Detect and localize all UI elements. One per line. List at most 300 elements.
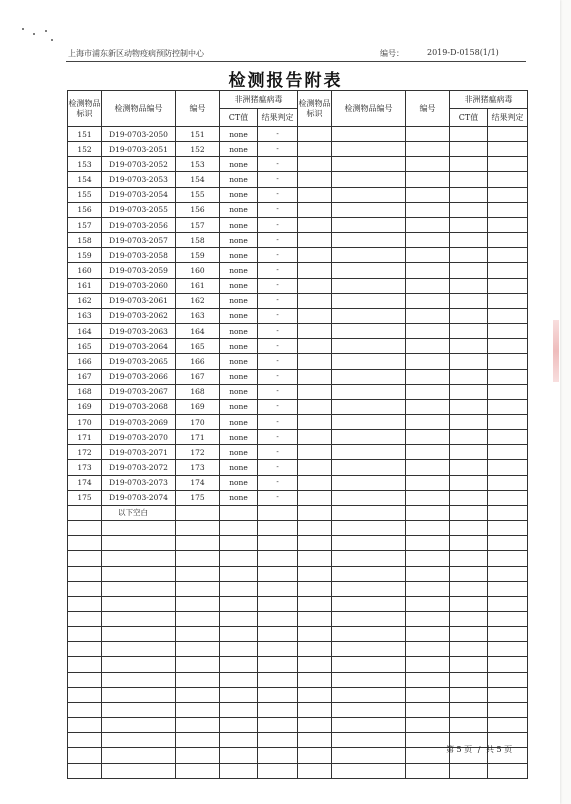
empty-cell xyxy=(488,399,528,414)
page-title: 检测报告附表 xyxy=(228,71,343,91)
result-cell: - xyxy=(258,142,298,157)
empty-cell xyxy=(176,702,220,717)
empty-cell xyxy=(332,339,406,354)
empty-cell xyxy=(406,233,450,248)
empty-cell xyxy=(68,642,102,657)
empty-cell xyxy=(68,505,102,520)
sample-code-cell: D19-0703-2062 xyxy=(102,308,176,323)
number-cell: 159 xyxy=(176,248,220,263)
sample-code-cell: D19-0703-2060 xyxy=(102,278,176,293)
empty-cell xyxy=(332,142,406,157)
result-cell: - xyxy=(258,157,298,172)
empty-cell xyxy=(332,475,406,490)
table-row xyxy=(68,324,528,339)
empty-cell xyxy=(298,702,332,717)
empty-cell xyxy=(298,566,332,581)
empty-cell xyxy=(298,217,332,232)
table-row xyxy=(68,672,528,687)
empty-cell xyxy=(488,324,528,339)
ct-value-cell: none xyxy=(220,263,258,278)
empty-cell xyxy=(298,399,332,414)
empty-cell xyxy=(450,248,488,263)
result-cell: - xyxy=(258,233,298,248)
empty-cell xyxy=(176,687,220,702)
empty-cell xyxy=(406,596,450,611)
seal-edge-mark xyxy=(553,320,559,382)
number-cell: 156 xyxy=(176,202,220,217)
table-row xyxy=(68,763,528,778)
blank-note-cell: 以下空白 xyxy=(102,505,176,520)
empty-cell xyxy=(298,202,332,217)
header-rule xyxy=(66,61,526,62)
empty-cell xyxy=(298,445,332,460)
sample-id-cell: 163 xyxy=(68,308,102,323)
empty-cell xyxy=(68,748,102,763)
table-row xyxy=(68,157,528,172)
sample-id-cell: 172 xyxy=(68,445,102,460)
sample-id-cell: 165 xyxy=(68,339,102,354)
empty-cell xyxy=(450,445,488,460)
empty-cell xyxy=(332,354,406,369)
col-header-ct: CT值 xyxy=(220,109,258,127)
table-row xyxy=(68,702,528,717)
empty-cell xyxy=(450,354,488,369)
page-total: 共 5 页 xyxy=(485,745,513,754)
empty-cell xyxy=(406,581,450,596)
sample-code-cell: D19-0703-2065 xyxy=(102,354,176,369)
empty-cell xyxy=(332,702,406,717)
table-row xyxy=(68,536,528,551)
empty-cell xyxy=(332,384,406,399)
empty-cell xyxy=(332,308,406,323)
empty-cell xyxy=(332,596,406,611)
empty-cell xyxy=(332,248,406,263)
empty-cell xyxy=(102,748,176,763)
empty-cell xyxy=(68,702,102,717)
empty-cell xyxy=(298,354,332,369)
empty-cell xyxy=(406,702,450,717)
number-cell: 172 xyxy=(176,445,220,460)
empty-cell xyxy=(406,308,450,323)
empty-cell xyxy=(488,233,528,248)
empty-cell xyxy=(406,127,450,142)
number-cell: 170 xyxy=(176,414,220,429)
result-cell: - xyxy=(258,187,298,202)
table-row xyxy=(68,217,528,232)
number-cell: 155 xyxy=(176,187,220,202)
sample-id-cell: 162 xyxy=(68,293,102,308)
table-row xyxy=(68,187,528,202)
report-code-label: 编号： xyxy=(380,49,404,58)
empty-cell xyxy=(450,521,488,536)
sample-id-cell: 166 xyxy=(68,354,102,369)
empty-cell xyxy=(406,399,450,414)
report-table-wrapper xyxy=(67,90,528,779)
empty-cell xyxy=(102,612,176,627)
empty-cell xyxy=(298,627,332,642)
empty-cell xyxy=(298,733,332,748)
empty-cell xyxy=(298,763,332,778)
result-cell: - xyxy=(258,490,298,505)
empty-cell xyxy=(488,702,528,717)
empty-cell xyxy=(332,612,406,627)
sample-id-cell: 170 xyxy=(68,414,102,429)
number-cell: 152 xyxy=(176,142,220,157)
number-cell: 173 xyxy=(176,460,220,475)
empty-cell xyxy=(298,278,332,293)
empty-cell xyxy=(176,733,220,748)
empty-cell xyxy=(298,369,332,384)
empty-cell xyxy=(450,490,488,505)
empty-cell xyxy=(102,521,176,536)
empty-cell xyxy=(488,551,528,566)
empty-cell xyxy=(176,657,220,672)
empty-cell xyxy=(332,324,406,339)
empty-cell xyxy=(488,445,528,460)
ct-value-cell: none xyxy=(220,157,258,172)
empty-cell xyxy=(488,657,528,672)
empty-cell xyxy=(406,430,450,445)
number-cell: 162 xyxy=(176,293,220,308)
empty-cell xyxy=(68,763,102,778)
empty-cell xyxy=(450,657,488,672)
table-row xyxy=(68,233,528,248)
col-header-number: 编号 xyxy=(176,91,220,127)
sample-code-cell: D19-0703-2061 xyxy=(102,293,176,308)
empty-cell xyxy=(102,551,176,566)
sample-id-cell: 153 xyxy=(68,157,102,172)
empty-cell xyxy=(258,657,298,672)
result-cell: - xyxy=(258,172,298,187)
empty-cell xyxy=(68,596,102,611)
empty-cell xyxy=(488,490,528,505)
empty-cell xyxy=(298,687,332,702)
empty-cell xyxy=(332,566,406,581)
empty-cell xyxy=(332,293,406,308)
empty-cell xyxy=(450,566,488,581)
empty-cell xyxy=(102,657,176,672)
ct-value-cell: none xyxy=(220,324,258,339)
empty-cell xyxy=(298,233,332,248)
empty-cell xyxy=(450,642,488,657)
sample-id-cell: 151 xyxy=(68,127,102,142)
ct-value-cell: none xyxy=(220,293,258,308)
sample-code-cell: D19-0703-2073 xyxy=(102,475,176,490)
empty-cell xyxy=(332,157,406,172)
empty-cell xyxy=(102,596,176,611)
table-row xyxy=(68,627,528,642)
sample-code-cell: D19-0703-2055 xyxy=(102,202,176,217)
page-number: 第 5 页 xyxy=(446,745,473,754)
empty-cell xyxy=(406,490,450,505)
empty-cell xyxy=(450,217,488,232)
table-row xyxy=(68,687,528,702)
empty-cell xyxy=(406,475,450,490)
number-cell: 166 xyxy=(176,354,220,369)
table-row xyxy=(68,399,528,414)
empty-cell xyxy=(450,414,488,429)
sample-id-cell: 156 xyxy=(68,202,102,217)
empty-cell xyxy=(220,551,258,566)
result-cell: - xyxy=(258,202,298,217)
empty-cell xyxy=(258,627,298,642)
empty-cell xyxy=(450,399,488,414)
empty-cell xyxy=(220,718,258,733)
empty-cell xyxy=(332,733,406,748)
result-cell: - xyxy=(258,430,298,445)
empty-cell xyxy=(298,657,332,672)
empty-cell xyxy=(488,293,528,308)
empty-cell xyxy=(258,536,298,551)
empty-cell xyxy=(298,490,332,505)
empty-cell xyxy=(488,354,528,369)
empty-cell xyxy=(176,672,220,687)
empty-cell xyxy=(220,627,258,642)
table-row xyxy=(68,460,528,475)
sample-id-cell: 168 xyxy=(68,384,102,399)
table-row xyxy=(68,505,528,520)
empty-cell xyxy=(332,505,406,520)
result-cell: - xyxy=(258,293,298,308)
empty-cell xyxy=(298,172,332,187)
empty-cell xyxy=(450,627,488,642)
empty-cell xyxy=(220,672,258,687)
empty-cell xyxy=(450,202,488,217)
empty-cell xyxy=(450,324,488,339)
ct-value-cell: none xyxy=(220,460,258,475)
empty-cell xyxy=(406,536,450,551)
organization-name: 上海市浦东新区动物疫病预防控制中心 xyxy=(68,49,204,58)
table-row xyxy=(68,172,528,187)
scan-speck xyxy=(22,28,24,30)
empty-cell xyxy=(450,672,488,687)
empty-cell xyxy=(450,581,488,596)
empty-cell xyxy=(68,521,102,536)
empty-cell xyxy=(102,581,176,596)
empty-cell xyxy=(488,581,528,596)
empty-cell xyxy=(406,521,450,536)
empty-cell xyxy=(450,536,488,551)
empty-cell xyxy=(298,187,332,202)
empty-cell xyxy=(220,763,258,778)
empty-cell xyxy=(220,521,258,536)
result-cell: - xyxy=(258,324,298,339)
empty-cell xyxy=(258,672,298,687)
empty-cell xyxy=(488,142,528,157)
sample-code-cell: D19-0703-2069 xyxy=(102,414,176,429)
number-cell: 165 xyxy=(176,339,220,354)
sample-id-cell: 158 xyxy=(68,233,102,248)
empty-cell xyxy=(332,718,406,733)
empty-cell xyxy=(220,733,258,748)
ct-value-cell: none xyxy=(220,384,258,399)
result-cell: - xyxy=(258,308,298,323)
empty-cell xyxy=(488,536,528,551)
sample-code-cell: D19-0703-2054 xyxy=(102,187,176,202)
empty-cell xyxy=(488,505,528,520)
empty-cell xyxy=(406,324,450,339)
empty-cell xyxy=(488,460,528,475)
empty-cell xyxy=(176,581,220,596)
number-cell: 168 xyxy=(176,384,220,399)
table-row xyxy=(68,718,528,733)
empty-cell xyxy=(332,490,406,505)
empty-cell xyxy=(220,687,258,702)
result-cell: - xyxy=(258,354,298,369)
empty-cell xyxy=(488,248,528,263)
empty-cell xyxy=(258,521,298,536)
empty-cell xyxy=(102,627,176,642)
ct-value-cell: none xyxy=(220,278,258,293)
number-cell: 171 xyxy=(176,430,220,445)
col-header-sample-id: 检测物品标识 xyxy=(298,91,332,127)
empty-cell xyxy=(450,687,488,702)
page-separator: / xyxy=(477,745,481,754)
col-header-result: 结果判定 xyxy=(258,109,298,127)
empty-cell xyxy=(68,733,102,748)
sample-id-cell: 159 xyxy=(68,248,102,263)
sample-id-cell: 175 xyxy=(68,490,102,505)
table-body xyxy=(68,127,528,779)
scan-speck xyxy=(45,30,47,32)
result-cell: - xyxy=(258,414,298,429)
empty-cell xyxy=(406,748,450,763)
sample-id-cell: 157 xyxy=(68,217,102,232)
sample-code-cell: D19-0703-2066 xyxy=(102,369,176,384)
empty-cell xyxy=(406,339,450,354)
empty-cell xyxy=(176,642,220,657)
empty-cell xyxy=(298,475,332,490)
result-cell: - xyxy=(258,445,298,460)
empty-cell xyxy=(406,763,450,778)
empty-cell xyxy=(298,293,332,308)
empty-cell xyxy=(406,414,450,429)
table-row xyxy=(68,384,528,399)
table-row xyxy=(68,657,528,672)
empty-cell xyxy=(332,460,406,475)
ct-value-cell: none xyxy=(220,354,258,369)
empty-cell xyxy=(406,369,450,384)
empty-cell xyxy=(298,460,332,475)
col-header-sample-id: 检测物品标识 xyxy=(68,91,102,127)
table-row xyxy=(68,202,528,217)
ct-value-cell: none xyxy=(220,233,258,248)
empty-cell xyxy=(102,672,176,687)
empty-cell xyxy=(406,384,450,399)
sample-code-cell: D19-0703-2070 xyxy=(102,430,176,445)
sample-id-cell: 164 xyxy=(68,324,102,339)
empty-cell xyxy=(258,763,298,778)
ct-value-cell: none xyxy=(220,475,258,490)
empty-cell xyxy=(488,339,528,354)
empty-cell xyxy=(332,414,406,429)
empty-cell xyxy=(332,748,406,763)
empty-cell xyxy=(68,627,102,642)
ct-value-cell: none xyxy=(220,490,258,505)
empty-cell xyxy=(450,142,488,157)
empty-cell xyxy=(298,551,332,566)
empty-cell xyxy=(102,566,176,581)
empty-cell xyxy=(220,566,258,581)
empty-cell xyxy=(488,612,528,627)
empty-cell xyxy=(258,612,298,627)
table-row xyxy=(68,369,528,384)
empty-cell xyxy=(220,642,258,657)
empty-cell xyxy=(450,718,488,733)
ct-value-cell: none xyxy=(220,217,258,232)
empty-cell xyxy=(450,157,488,172)
table-row xyxy=(68,278,528,293)
empty-cell xyxy=(450,339,488,354)
empty-cell xyxy=(298,612,332,627)
empty-cell xyxy=(406,551,450,566)
empty-cell xyxy=(332,581,406,596)
empty-cell xyxy=(102,642,176,657)
sample-code-cell: D19-0703-2051 xyxy=(102,142,176,157)
col-header-sample-no: 检测物品编号 xyxy=(102,91,176,127)
empty-cell xyxy=(406,657,450,672)
sample-id-cell: 173 xyxy=(68,460,102,475)
table-row xyxy=(68,596,528,611)
empty-cell xyxy=(406,142,450,157)
empty-cell xyxy=(488,521,528,536)
empty-cell xyxy=(406,354,450,369)
number-cell: 154 xyxy=(176,172,220,187)
table-row xyxy=(68,293,528,308)
table-row xyxy=(68,308,528,323)
number-cell: 151 xyxy=(176,127,220,142)
empty-cell xyxy=(332,657,406,672)
empty-cell xyxy=(332,369,406,384)
sample-code-cell: D19-0703-2059 xyxy=(102,263,176,278)
result-cell: - xyxy=(258,263,298,278)
col-header-virus: 非洲猪瘟病毒 xyxy=(220,91,298,109)
sample-id-cell: 160 xyxy=(68,263,102,278)
number-cell: 169 xyxy=(176,399,220,414)
empty-cell xyxy=(488,157,528,172)
number-cell: 175 xyxy=(176,490,220,505)
empty-cell xyxy=(406,278,450,293)
empty-cell xyxy=(450,278,488,293)
empty-cell xyxy=(176,566,220,581)
empty-cell xyxy=(220,702,258,717)
result-cell: - xyxy=(258,369,298,384)
empty-cell xyxy=(488,718,528,733)
sample-code-cell: D19-0703-2057 xyxy=(102,233,176,248)
empty-cell xyxy=(176,627,220,642)
ct-value-cell: none xyxy=(220,248,258,263)
empty-cell xyxy=(332,278,406,293)
empty-cell xyxy=(298,339,332,354)
empty-cell xyxy=(450,551,488,566)
empty-cell xyxy=(406,733,450,748)
empty-cell xyxy=(102,687,176,702)
empty-cell xyxy=(298,748,332,763)
empty-cell xyxy=(406,248,450,263)
empty-cell xyxy=(102,733,176,748)
empty-cell xyxy=(298,308,332,323)
scan-speck xyxy=(51,39,53,41)
empty-cell xyxy=(450,505,488,520)
ct-value-cell: none xyxy=(220,187,258,202)
sample-code-cell: D19-0703-2071 xyxy=(102,445,176,460)
empty-cell xyxy=(488,687,528,702)
empty-cell xyxy=(258,551,298,566)
sample-code-cell: D19-0703-2050 xyxy=(102,127,176,142)
empty-cell xyxy=(298,414,332,429)
col-header-virus: 非洲猪瘟病毒 xyxy=(450,91,528,109)
empty-cell xyxy=(258,687,298,702)
